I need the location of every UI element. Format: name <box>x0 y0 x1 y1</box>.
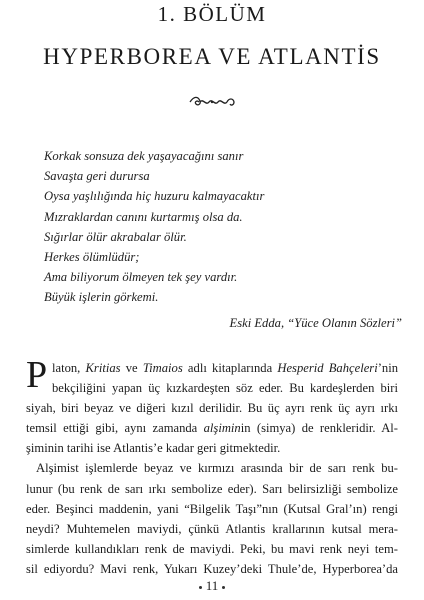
text-segment: lunur (bu renk de sarı ırkı sembolize eder). Sarı belirsizliği sembolize <box>26 481 398 496</box>
epigraph-line: Sığırlar ölür akrabalar ölür. <box>44 229 187 244</box>
body-text <box>26 354 398 579</box>
text-line <box>26 458 398 478</box>
epigraph-line: Herkes ölümlüdür; <box>44 250 140 265</box>
text-fragment: laton, <box>52 361 86 375</box>
text-segment: şiminin tarihi ise Atlantis’e kadar geri gitmektedir. <box>26 441 281 456</box>
floral-flourish-icon <box>188 95 236 109</box>
text-fragment: in (simya) de renkleridir. Al- <box>240 421 398 436</box>
text-line <box>26 378 398 398</box>
text-segment: simlerde kullandıkları renk de maviydi. Peki, bu mavi renk neyi tem- <box>26 541 398 556</box>
epigraph-line: Mızraklardan canını kurtarmış olsa da. <box>44 209 243 224</box>
chapter-number: 1. BÖLÜM <box>157 2 267 26</box>
text-line <box>26 398 398 418</box>
text-segment: bekçiliğini yapan üç kızkardeşten söz eder. Bu kardeşlerden biri <box>52 381 398 396</box>
epigraph <box>44 146 394 308</box>
epigraph-line: Korkak sonsuza dek yaşayacağını sanır <box>44 149 244 163</box>
page-number-dot-icon <box>222 586 225 589</box>
text-segment <box>52 358 398 378</box>
text-segment: sil ediyordu? Mavi renk, Yukarı Kuzey’deki Thule’de, Hyperborea’da <box>26 561 398 576</box>
text-segment: siyah, biri beyaz ve diğeri kızıl derilidir. Bu üç ayrı renk üç ayrı ırkı <box>26 401 398 416</box>
text-fragment: ve <box>120 361 143 375</box>
page-number-dot-icon <box>199 586 202 589</box>
text-line <box>26 358 398 378</box>
italic-title: Kritias <box>85 361 121 375</box>
epigraph-attribution: Eski Edda, “Yüce Olanın Sözleri” <box>229 316 402 330</box>
text-segment <box>26 418 398 438</box>
text-line <box>26 559 398 579</box>
text-segment: eder. Beşinci maddenin, yani “Bilgelik Taşı”nın (Kutsal Gral’ın) rengi <box>26 501 398 516</box>
text-line <box>26 499 398 519</box>
text-line <box>26 418 398 438</box>
epigraph-line: Ama biliyorum ölmeyen tek şey vardır. <box>44 270 238 285</box>
text-fragment: temsil ettiği gibi, aynı zamanda <box>26 421 204 436</box>
page-number <box>0 578 424 594</box>
text-segment: neydi? Muhtemelen maviydi, çünkü Atlantis krallarının kutsal mera- <box>26 521 398 536</box>
epigraph-line: Büyük işlerin görkemi. <box>44 290 159 305</box>
italic-title: Timaios <box>142 361 183 375</box>
epigraph-line: Oysa yaşlılığında hiç huzuru kalmayacaktır <box>44 189 265 204</box>
italic-title: Hesperid Bahçeleri <box>277 361 378 375</box>
epigraph-line: Savaşta geri durursa <box>44 169 150 184</box>
text-line <box>26 519 398 539</box>
text-segment: Alşimist işlemlerde beyaz ve kırmızı arasında bir de sarı renk bu- <box>36 461 398 476</box>
italic-term: alşimin <box>203 421 241 436</box>
chapter-title: HYPERBOREA VE ATLANTİS <box>43 44 381 69</box>
text-fragment: ’nin <box>377 361 398 375</box>
drop-cap: P <box>26 354 48 396</box>
text-line <box>26 438 398 458</box>
text-line <box>26 479 398 499</box>
page-number-value: 11 <box>205 578 219 593</box>
text-fragment: adlı kitaplarında <box>182 361 278 375</box>
text-line <box>26 539 398 559</box>
